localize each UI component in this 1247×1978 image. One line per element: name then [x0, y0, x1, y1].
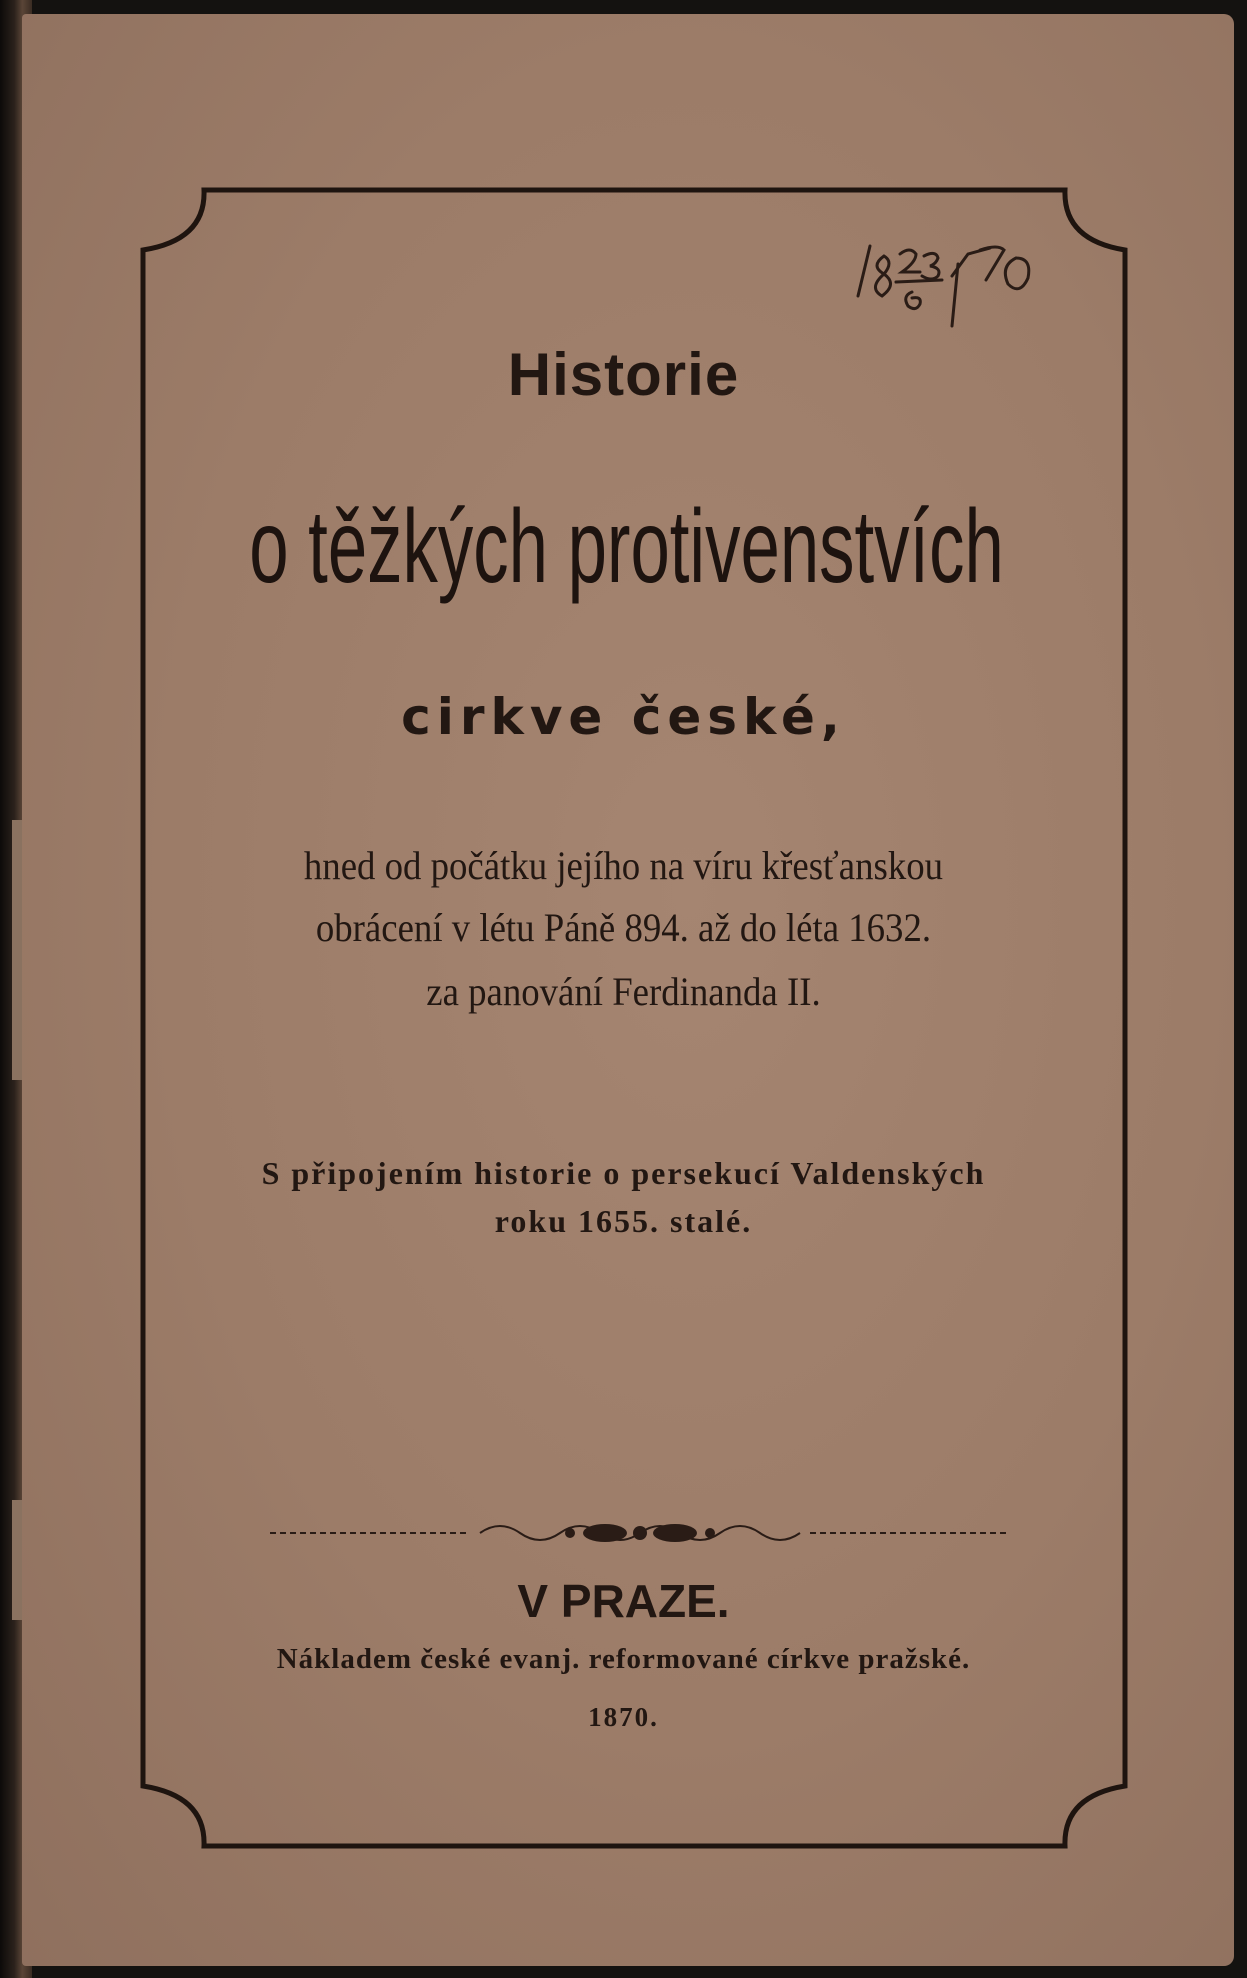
body-line-2: obrácení v létu Páně 894. až do léta 1632.	[315, 905, 932, 950]
supplement-line-2: roku 1655. stalé.	[494, 1203, 753, 1239]
ornamental-rule	[270, 1513, 1010, 1553]
body-line-1: hned od počátku jejího na víru křesťanskou	[303, 843, 944, 888]
imprint-publisher: Nákladem české evanj. reformované církve pražské.	[276, 1643, 971, 1675]
imprint-place: V PRAZE.	[517, 1575, 730, 1627]
title-line-cirkve: cirkve české,	[401, 688, 846, 746]
handwritten-shelfmark	[840, 226, 1060, 336]
body-line-3: za panování Ferdinanda II.	[426, 969, 821, 1014]
imprint-year: 1870.	[588, 1702, 659, 1732]
title-line-protivenstvi: o těžkých protivenstvích	[249, 489, 1004, 605]
title-line-historie: Historie	[507, 341, 740, 408]
supplement-line-1: S připojením historie o persekucí Valdenských	[261, 1155, 986, 1191]
